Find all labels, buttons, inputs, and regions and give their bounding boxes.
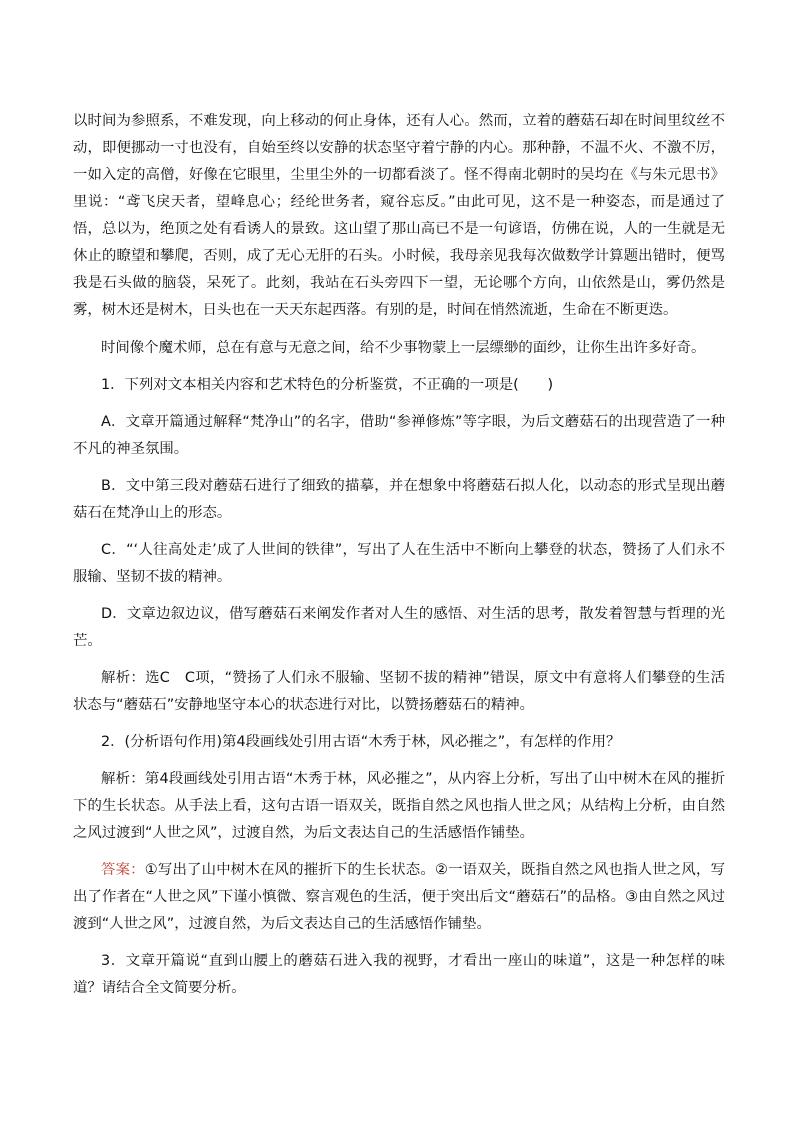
question-1-stem: 1．下列对文本相关内容和艺术特色的分析鉴赏，不正确的一项是( )	[101, 377, 554, 393]
question-1-option-b: B．文中第三段对蘑菇石进行了细致的描摹，并在想象中将蘑菇石拟人化，以动态的形式呈现出蘑菇石在梵净山上的形态。	[73, 478, 725, 521]
answer-text: ①写出了山中树木在风的摧折下的生长状态。②一语双关，既指自然之风也指人世之风，写出了作者在“人世之风”下谨小慎微、察言观色的生活，便于突出后文“蘑菇石”的品格。③由自然之风过渡到“人世之风”，过渡自然，为后文表达自己的生活感悟作铺垫。	[73, 862, 725, 932]
question-1-option-a: A．文章开篇通过解释“梵净山”的名字，借助“参禅修炼”等字眼，为后文蘑菇石的出现营造了一种不凡的神圣氛围。	[73, 414, 725, 457]
document-content	[73, 108, 725, 1002]
question-2-stem: 2．(分析语句作用)第4段画线处引用古语“木秀于林，风必摧之”，有怎样的作用？	[101, 734, 621, 750]
question-2-analysis: 解析：第4段画线处引用古语“木秀于林，风必摧之”，从内容上分析，写出了山中树木在风的摧折下的生长状态。从手法上看，这句古语一语双关，既指自然之风也指人世之风；从结构上分析，由自然之风过渡到“人世之风”，过渡自然，为后文表达自己的生活感悟作铺垫。	[73, 771, 725, 841]
question-1-analysis: 解析：选C C项，“赞扬了人们永不服输、坚韧不拔的精神”错误，原文中有意将人们攀登的生活状态与“蘑菇石”安静地坚守本心的状态进行对比，以赞扬蘑菇石的精神。	[73, 670, 725, 713]
question-1-option-d: D．文章边叙边议，借写蘑菇石来阐发作者对人生的感悟、对生活的思考，散发着智慧与哲理的光芒。	[73, 606, 725, 649]
answer-label: 答案：	[101, 862, 145, 878]
question-2-answer	[73, 857, 725, 938]
passage-paragraph-1: 以时间为参照系，不难发现，向上移动的何止身体，还有人心。然而，立着的蘑菇石却在时间里纹丝不动，即便挪动一寸也没有，自始至终以安静的状态坚守着宁静的内心。那种静，不温不火、不激不厉，一如入定的高僧，好像在它眼里，尘里尘外的一切都看淡了。怪不得南北朝时的吴均在《与朱元思书》里说：“鸢飞戾天者，望峰息心；经纶世务者，窥谷忘反。”由此可见，这不是一种姿态，而是通过了悟，总以为，绝顶之处有看诱人的景致。这山望了那山高已不是一句谚语，仿佛在说，人的一生就是无休止的瞭望和攀爬，否则，成了无心无肝的石头。小时候，我母亲见我每次做数学计算题出错时，便骂我是石头做的脑袋，呆死了。此刻，我站在石头旁四下一望，无论哪个方向，山依然是山，雾仍然是雾，树木还是树木，日头也在一天天东起西落。有别的是，时间在悄然流逝，生命在不断更迭。	[73, 113, 725, 318]
passage-paragraph-2: 时间像个魔术师，总在有意与无意之间，给不少事物蒙上一层缥缈的面纱，让你生出许多好奇。	[101, 340, 706, 356]
question-3-stem: 3．文章开篇说“直到山腰上的蘑菇石进入我的视野，才看出一座山的味道”，这是一种怎样的味道？请结合全文简要分析。	[73, 953, 725, 996]
question-1-option-c: C．“‘人往高处走’成了人世间的铁律”，写出了人在生活中不断向上攀登的状态，赞扬了人们永不服输、坚韧不拔的精神。	[73, 542, 725, 585]
